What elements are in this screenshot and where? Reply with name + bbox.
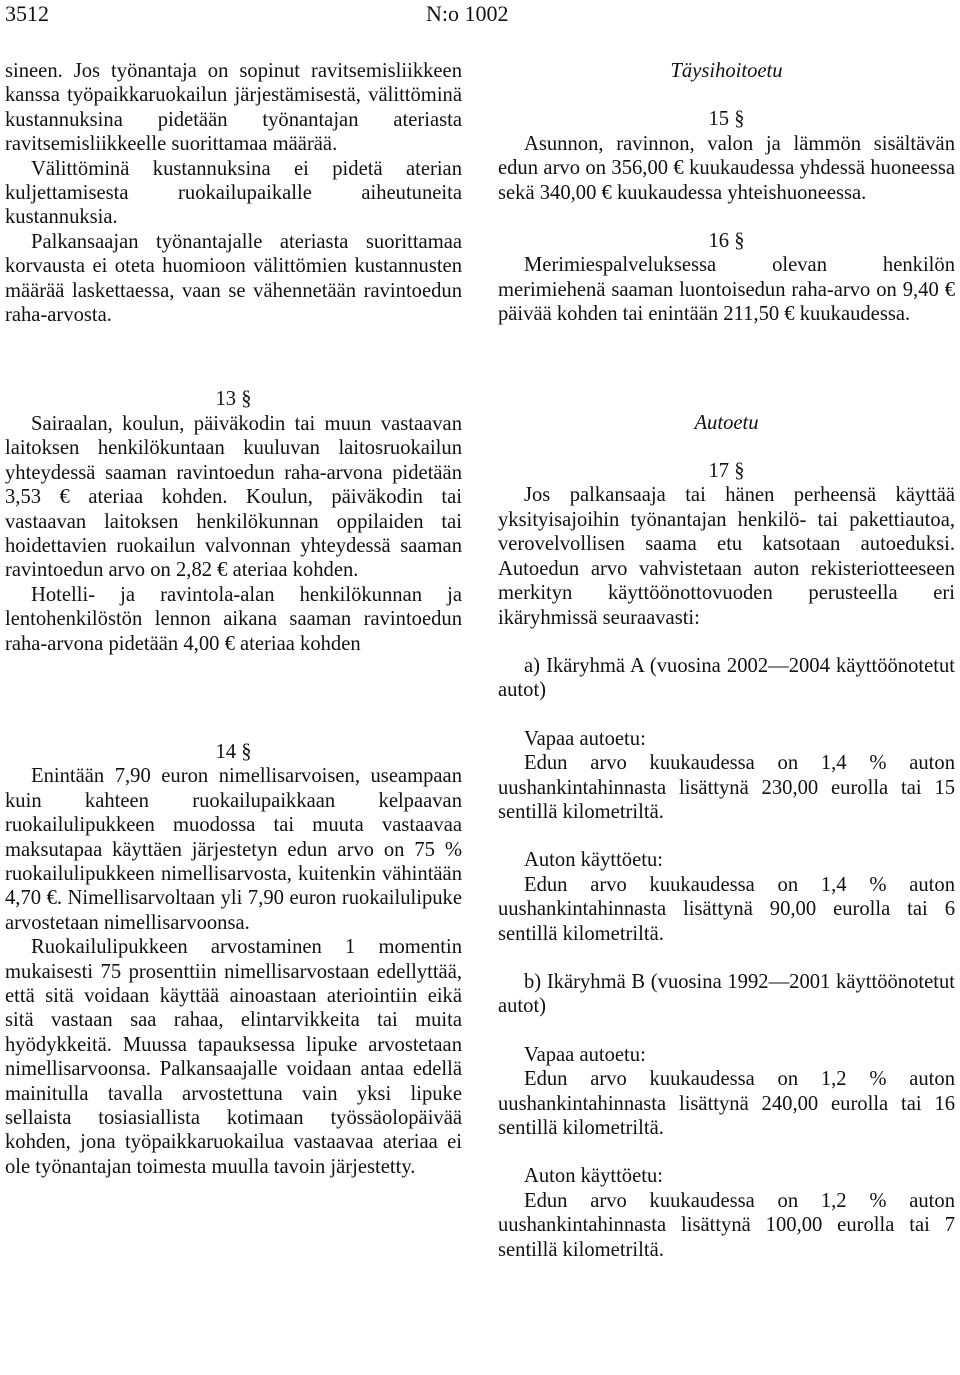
left-column xyxy=(5,59,462,1179)
paragraph: Edun arvo kuukaudessa on 1,4 % auton uushankintahinnasta lisättynä 230,00 eurolla tai 15 sentillä kilometriltä. xyxy=(498,752,955,823)
section-13-title: 13 § xyxy=(215,388,252,411)
paragraph: Enintään 7,90 euron nimellisarvoisen, useampaan kuin kahteen ruokailupaikkaan kelpaavan ruokailulipukkeen muodossa tai muuta vastaavaa maksutapaa käyttäen järjestetyn edun arvo on 75 % ruokailulipukkeen nimellisarvosta, kuitenkin vähintään 4,70 €. Nimellisarvoltaan yli 7,90 euron ruokailulipuke arvostetaan nimellisarvoonsa. xyxy=(5,765,462,934)
section-17-title: 17 § xyxy=(708,460,745,483)
section-16-title: 16 § xyxy=(708,230,745,253)
group-b-title: b) Ikäryhmä B (vuosina 1992—2001 käyttöönotetut autot) xyxy=(498,970,955,1018)
paragraph: Edun arvo kuukaudessa on 1,2 % auton uushankintahinnasta lisättynä 240,00 eurolla tai 16 sentillä kilometriltä. xyxy=(498,1068,955,1139)
issue-number: N:o 1002 xyxy=(426,1,509,26)
label-vapaa-autoetu: Vapaa autoetu: xyxy=(524,1043,646,1066)
heading-autoetu: Autoetu xyxy=(694,411,759,434)
page-number: 3512 xyxy=(5,1,49,26)
paragraph: Jos palkansaaja tai hänen perheensä käyttää yksityisajoihin työnantajan henkilö- tai pakettiautoa, verovelvollisen saama etu katsotaan autoeduksi. Autoedun arvo vahvistetaan auton rekisteriotteeseen merkityn käyttöönottovuoden perusteella eri ikäryhmissä seuraavasti: xyxy=(498,484,955,629)
paragraph: Merimiespalveluksessa olevan henkilön merimiehenä saaman luontoisedun raha-arvo on 9,40 € päivää kohden tai enintään 211,50 € kuukaudessa. xyxy=(498,254,955,326)
label-auton-kayttoetu: Auton käyttöetu: xyxy=(524,849,663,872)
paragraph: Hotelli- ja ravintola-alan henkilökunnan ja lentohenkilöstön lennon aikana saaman ravintoedun raha-arvona pidetään 4,00 € ateriaa kohden xyxy=(5,583,462,655)
section-14-title: 14 § xyxy=(215,740,252,763)
paragraph: Ruokailulipukkeen arvostaminen 1 momentin mukaisesti 75 prosenttiin nimellisarvostaan edellyttää, että sitä voidaan käyttää ainoastaan ateriointiin eikä sitä vastaan saa rahaa, elintarvikkeita tai muita hyödykkeitä. Muussa tapauksessa lipuke arvostetaan nimellisarvoonsa. Palkansaajalle voidaan antaa edellä mainitulla tavalla arvostettuna vain yksi lipuke sellaista tosiasiallista kotimaan työssäolopäivää kohden, jona työpaikkaruokailua vastaavaa ateriaa ei ole työnantajan toimesta muulla tavoin järjestetty. xyxy=(5,936,462,1178)
paragraph: Välittöminä kustannuksina ei pidetä aterian kuljettamisesta ruokailupaikalle aiheutuneita kustannuksia. xyxy=(5,157,462,229)
paragraph: Edun arvo kuukaudessa on 1,2 % auton uushankintahinnasta lisättynä 100,00 eurolla tai 7 sentillä kilometriltä. xyxy=(498,1189,955,1261)
section-15-title: 15 § xyxy=(708,108,745,131)
paragraph: Asunnon, ravinnon, valon ja lämmön sisältävän edun arvo on 356,00 € kuukaudessa yhdessä huoneessa sekä 340,00 € kuukaudessa yhteishuoneessa. xyxy=(498,132,955,204)
paragraph: sineen. Jos työnantaja on sopinut ravitsemisliikkeen kanssa työpaikkaruokailun järjestämisestä, välittöminä kustannuksina pidetään työnantajan ateriasta ravitsemisliikkeelle suorittamaa määrää. xyxy=(5,60,462,156)
label-auton-kayttoetu: Auton käyttöetu: xyxy=(524,1165,663,1188)
right-column xyxy=(498,59,955,1262)
group-a-title: a) Ikäryhmä A (vuosina 2002—2004 käyttöönotetut autot) xyxy=(498,654,955,702)
paragraph: Sairaalan, koulun, päiväkodin tai muun vastaavan laitoksen henkilökuntaan kuuluvan laitosruokailun yhteydessä saaman ravintoedun raha-arvona pidetään 3,53 € ateriaa kohden. Koulun, päiväkodin tai vastaavan laitoksen henkilökunnan oppilaiden tai hoidettavien ruokailun valvonnan yhteydessä saaman ravintoedun arvo on 2,82 € ateriaa kohden. xyxy=(5,412,462,582)
paragraph: Edun arvo kuukaudessa on 1,4 % auton uushankintahinnasta lisättynä 90,00 eurolla tai 6 sentillä kilometriltä. xyxy=(498,873,955,945)
heading-taysihoitoetu: Täysihoitoetu xyxy=(670,60,783,82)
page-header xyxy=(0,2,960,32)
label-vapaa-autoetu: Vapaa autoetu: xyxy=(524,727,646,750)
paragraph: Palkansaajan työnantajalle ateriasta suorittamaa korvausta ei oteta huomioon välittömien kustannusten määrää laskettaessa, vaan se vähennetään ravintoedun raha-arvosta. xyxy=(5,230,462,327)
